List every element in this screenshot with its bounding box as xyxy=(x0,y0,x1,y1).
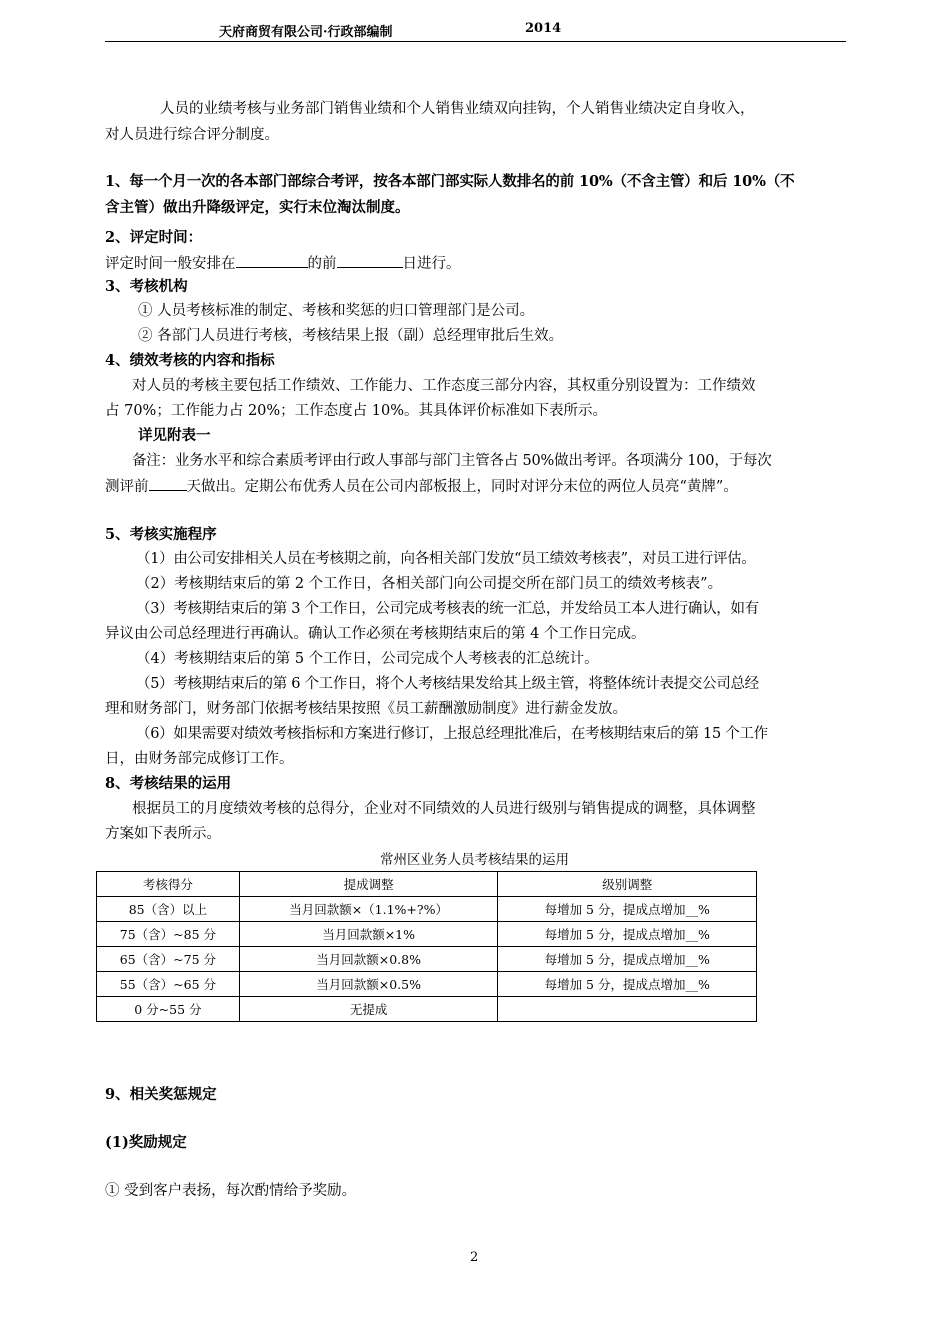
table-cell: 每增加 5 分，提成点增加__% xyxy=(498,922,757,947)
table-header-cell: 级别调整 xyxy=(498,872,757,897)
section-9-subtitle: (1)奖励规定 xyxy=(105,1134,187,1151)
blank-field xyxy=(337,253,403,268)
table-row xyxy=(97,922,757,947)
section-1-line-2: 含主管）做出升降级评定，实行末位淘汰制度。 xyxy=(105,199,410,216)
section-5-line-2: （2）考核期结束后的第 2 个工作日，各相关部门向公司提交所在部门员工的绩效考核表”。 xyxy=(136,576,723,592)
section-4-para-2: 占 70%；工作能力占 20%；工作态度占 10%。其具体评价标准如下表所示。 xyxy=(105,403,608,419)
eval-time-text-a: 评定时间一般安排在 xyxy=(105,256,236,272)
section-8-para-2: 方案如下表所示。 xyxy=(105,826,221,842)
section-3-item-1: ① 人员考核标准的制定、考核和奖惩的归口管理部门是公司。 xyxy=(138,303,535,319)
section-3-title: 3、考核机构 xyxy=(105,278,188,295)
page-number: 2 xyxy=(470,1250,479,1265)
section-5-line-5: （4）考核期结束后的第 5 个工作日，公司完成个人考核表的汇总统计。 xyxy=(136,651,599,667)
table-cell: 每增加 5 分，提成点增加__% xyxy=(498,972,757,997)
section-5-line-1: （1）由公司安排相关人员在考核期之前，向各相关部门发放“员工绩效考核表”，对员工进行评估。 xyxy=(136,551,756,567)
table-cell: 85（含）以上 xyxy=(97,897,240,922)
table-header-row xyxy=(97,872,757,897)
section-5-line-4: 异议由公司总经理进行再确认。确认工作必须在考核期结束后的第 4 个工作日完成。 xyxy=(105,626,646,642)
table-cell: 当月回款额×0.5% xyxy=(239,972,498,997)
table-cell: 当月回款额×（1.1%+?%） xyxy=(239,897,498,922)
table-cell: 75（含）~85 分 xyxy=(97,922,240,947)
table-header-cell: 考核得分 xyxy=(97,872,240,897)
section-4-note-1: 备注：业务水平和综合素质考评由行政人事部与部门主管各占 50%做出考评。各项满分 100，于每次 xyxy=(132,453,772,469)
section-4-title: 4、绩效考核的内容和指标 xyxy=(105,352,275,369)
table-cell: 0 分~55 分 xyxy=(97,997,240,1022)
blank-field xyxy=(236,253,308,268)
table-row xyxy=(97,972,757,997)
section-1-line-1: 1、每一个月一次的各本部门部综合考评，按各本部门部实际人数排名的前 10%（不含主管）和后 10%（不 xyxy=(105,173,795,190)
section-5-title: 5、考核实施程序 xyxy=(105,526,217,543)
section-5-line-9: 日，由财务部完成修订工作。 xyxy=(105,751,294,767)
intro-line-1: 人员的业绩考核与业务部门销售业绩和个人销售业绩双向挂钩，个人销售业绩决定自身收入， xyxy=(160,101,755,117)
section-2-text xyxy=(105,253,461,274)
table-cell xyxy=(498,997,757,1022)
table-header-cell: 提成调整 xyxy=(239,872,498,897)
section-8-title: 8、考核结果的运用 xyxy=(105,775,232,792)
table-cell: 每增加 5 分，提成点增加__% xyxy=(498,897,757,922)
intro-line-2: 对人员进行综合评分制度。 xyxy=(105,127,279,143)
section-5-line-6: （5）考核期结束后的第 6 个工作日，将个人考核结果发给其上级主管，将整体统计表提交公司总经 xyxy=(136,676,759,692)
table-cell: 65（含）~75 分 xyxy=(97,947,240,972)
blank-field xyxy=(149,476,187,491)
note-text-c: 天做出。定期公布优秀人员在公司内部板报上，同时对评分末位的两位人员亮“黄牌”。 xyxy=(186,479,738,495)
section-5-line-3: （3）考核期结束后的第 3 个工作日，公司完成考核表的统一汇总，并发给员工本人进行确认，如有 xyxy=(136,601,759,617)
header-org: 天府商贸有限公司·行政部编制 xyxy=(219,25,393,40)
header-year: 2014 xyxy=(525,21,562,36)
table-cell: 当月回款额×1% xyxy=(239,922,498,947)
table-row xyxy=(97,997,757,1022)
table-cell: 每增加 5 分，提成点增加__% xyxy=(498,947,757,972)
section-9-title: 9、相关奖惩规定 xyxy=(105,1086,217,1103)
table-cell: 无提成 xyxy=(239,997,498,1022)
section-5-line-8: （6）如果需要对绩效考核指标和方案进行修订，上报总经理批准后，在考核期结束后的第 15 个工作 xyxy=(136,726,768,742)
section-8-para-1: 根据员工的月度绩效考核的总得分，企业对不同绩效的人员进行级别与销售提成的调整，具体调整 xyxy=(132,801,756,817)
section-4-note-2 xyxy=(105,476,738,497)
page-header xyxy=(105,19,846,42)
section-3-item-2: ② 各部门人员进行考核，考核结果上报（副）总经理审批后生效。 xyxy=(138,328,564,344)
eval-time-text-c: 日进行。 xyxy=(402,256,461,272)
section-9-item-1: ① 受到客户表扬，每次酌情给予奖励。 xyxy=(105,1183,357,1199)
table-caption: 常州区业务人员考核结果的运用 xyxy=(380,852,569,868)
note-text-b: 测评前 xyxy=(105,479,149,495)
eval-time-text-b: 的前 xyxy=(307,256,337,272)
section-4-para-1: 对人员的考核主要包括工作绩效、工作能力、工作态度三部分内容，其权重分别设置为：工作绩效 xyxy=(132,378,756,394)
section-4-see-appendix: 详见附表一 xyxy=(138,427,211,444)
section-5-line-7: 理和财务部门，财务部门依据考核结果按照《员工薪酬激励制度》进行薪金发放。 xyxy=(105,701,627,717)
table-row xyxy=(97,947,757,972)
results-table xyxy=(96,871,757,1022)
table-cell: 55（含）~65 分 xyxy=(97,972,240,997)
table-cell: 当月回款额×0.8% xyxy=(239,947,498,972)
section-2-title: 2、评定时间： xyxy=(105,229,203,246)
table-row xyxy=(97,897,757,922)
